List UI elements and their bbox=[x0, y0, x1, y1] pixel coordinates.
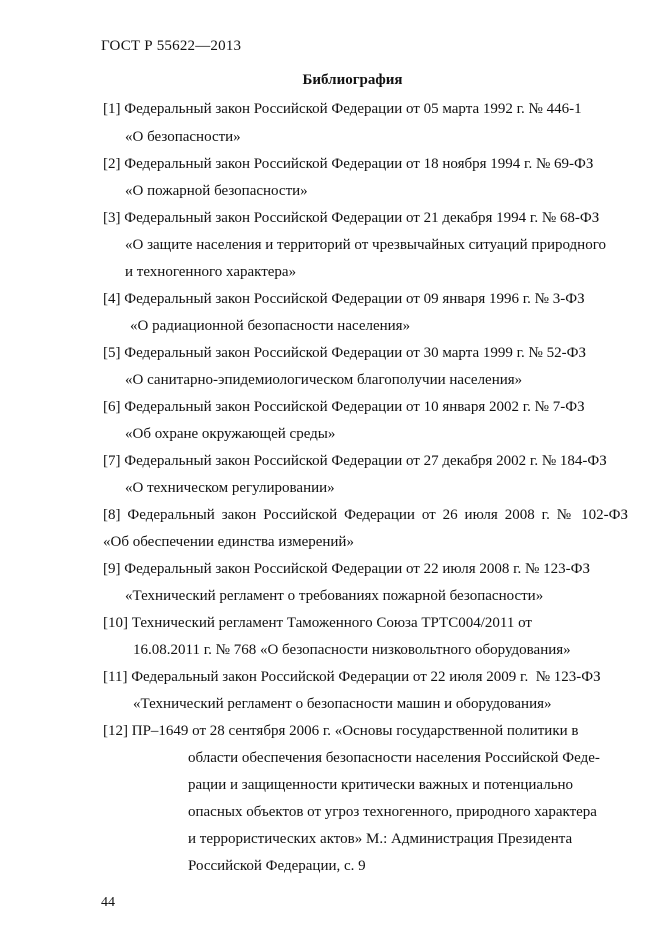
bib-entry-8-number: [8] bbox=[103, 507, 121, 523]
bib-entry-3-line-1: [3] Федеральный закон Российской Федерации от 21 декабря 1994 г. № 68-ФЗ bbox=[103, 210, 600, 226]
bib-entry-10-number: [10] bbox=[103, 615, 128, 631]
bib-entry-2-line-2: «О пожарной безопасности» bbox=[125, 183, 308, 199]
bib-entry-12-line-5: и террористических актов» М.: Администрация Президента bbox=[188, 831, 573, 847]
bib-entry-10-line-1: [10] Технический регламент Таможенного Союза ТРТС004/2011 от bbox=[103, 615, 532, 631]
bib-entry-9-line-2: «Технический регламент о требованиях пожарной безопасности» bbox=[125, 588, 544, 604]
bib-entry-3-number: [3] bbox=[103, 210, 121, 226]
bib-entry-4-line-1: [4] Федеральный закон Российской Федерации от 09 января 1996 г. № 3-ФЗ bbox=[103, 291, 585, 307]
bib-entry-5-line-2: «О санитарно-эпидемиологическом благополучии населения» bbox=[125, 372, 523, 388]
bib-entry-12-line-6: Российской Федерации, с. 9 bbox=[188, 858, 366, 874]
bib-entry-3-line-3: и техногенного характера» bbox=[125, 264, 297, 280]
bib-entry-11-line-2: «Технический регламент о безопасности машин и оборудования» bbox=[133, 696, 552, 712]
bib-entry-1-line-1: [1] Федеральный закон Российской Федерации от 05 марта 1992 г. № 446-1 bbox=[103, 101, 582, 117]
bib-entry-6-number: [6] bbox=[103, 399, 121, 415]
bib-entry-12-number: [12] bbox=[103, 723, 128, 739]
bib-entry-7-number: [7] bbox=[103, 453, 121, 469]
bib-entry-12-line-1: [12] ПР–1649 от 28 сентября 2006 г. «Основы государственной политики в bbox=[103, 723, 579, 739]
bib-entry-6-line-1: [6] Федеральный закон Российской Федерации от 10 января 2002 г. № 7-ФЗ bbox=[103, 399, 585, 415]
bib-entry-8-line-2: «Об обеспечении единства измерений» bbox=[103, 534, 354, 550]
bib-entry-8-line-1: [8] Федеральный закон Российской Федерации от 26 июля 2008 г. № 102-ФЗ bbox=[103, 507, 629, 523]
bib-entry-9-number: [9] bbox=[103, 561, 121, 577]
bib-entry-1-line-2: «О безопасности» bbox=[125, 129, 241, 145]
bib-entry-2-number: [2] bbox=[103, 156, 121, 172]
bib-entry-4-line-2: «О радиационной безопасности населения» bbox=[130, 318, 411, 334]
bib-entry-9-line-1: [9] Федеральный закон Российской Федерации от 22 июля 2008 г. № 123-ФЗ bbox=[103, 561, 590, 577]
document-code: ГОСТ Р 55622—2013 bbox=[101, 38, 242, 54]
bib-entry-2-line-1: [2] Федеральный закон Российской Федерации от 18 ноября 1994 г. № 69-ФЗ bbox=[103, 156, 594, 172]
page-number: 44 bbox=[101, 895, 115, 910]
bib-entry-4-number: [4] bbox=[103, 291, 121, 307]
bib-entry-7-line-2: «О техническом регулировании» bbox=[125, 480, 335, 496]
bib-entry-10-line-2: 16.08.2011 г. № 768 «О безопасности низковольтного оборудования» bbox=[133, 642, 571, 658]
bib-entry-7-line-1: [7] Федеральный закон Российской Федерации от 27 декабря 2002 г. № 184-ФЗ bbox=[103, 453, 607, 469]
bib-entry-5-line-1: [5] Федеральный закон Российской Федерации от 30 марта 1999 г. № 52-ФЗ bbox=[103, 345, 586, 361]
bib-entry-12-line-4: опасных объектов от угроз техногенного, природного характера bbox=[188, 804, 597, 820]
bib-entry-3-line-2: «О защите населения и территорий от чрезвычайных ситуаций природного bbox=[125, 237, 606, 253]
bib-entry-5-number: [5] bbox=[103, 345, 121, 361]
bib-entry-6-line-2: «Об охране окружающей среды» bbox=[125, 426, 336, 442]
bib-entry-11-number: [11] bbox=[103, 669, 128, 685]
bib-entry-12-line-3: рации и защищенности критически важных и потенциально bbox=[188, 777, 574, 793]
page-title: Библиография bbox=[302, 72, 403, 88]
bib-entry-1-number: [1] bbox=[103, 101, 121, 117]
bib-entry-12-line-2: области обеспечения безопасности населения Российской Феде- bbox=[188, 750, 600, 766]
bib-entry-11-line-1: [11] Федеральный закон Российской Федерации от 22 июля 2009 г. № 123-ФЗ bbox=[103, 669, 601, 685]
